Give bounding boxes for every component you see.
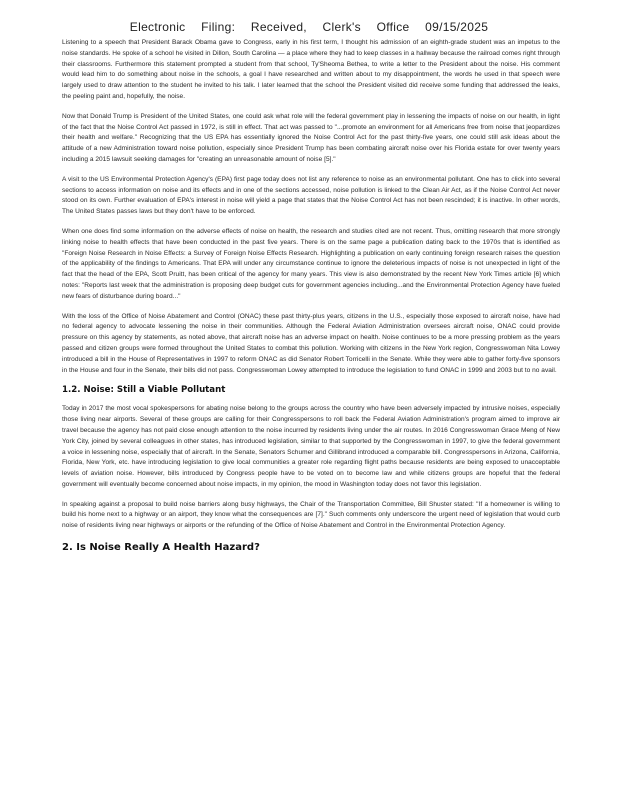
paragraph-epa-website: A visit to the US Environmental Protection Agency's (EPA) first page today does not list any reference to noise as an environmental pollutant. One has to click into several sections to access information on noise and its effects and in one of the sections accessed, noise pollution is linked to the Clean Air Act, as if the Noise Control Act never stood on its own. Further evaluation of EPA's interest in noise will yield a page that states that the Noise Control Act has not been rescinded; it is inactive. In other words, The United States passes laws but they don't have to be enforced. bbox=[62, 175, 560, 216]
paragraph-onac-loss: With the loss of the Office of Noise Abatement and Control (ONAC) these past thirty-plus years, citizens in the U.S., especially those exposed to aircraft noise, have had no federal agency to advocate lessening the noise in their communities. Although the Federal Aviation Administration oversees aircraft noise, ONAC could provide pressure on this agency by statements, as noted above, that aircraft noise has an adverse impact on health. Noise continues to be a more pressing problem as the years passed and citizen groups were formed throughout the United States to combat this pollution. Working with citizens in the New York region, Congresswoman Nita Lowey introduced a bill in the House of Representatives in 1997 to reform ONAC as did Senator Robert Torricelli in the Senate. While they were able to gather forty-five sponsors in the House and four in the Senate, their bills did not pass. Congresswoman Lowey attempted to introduce the legislation to fund ONAC in 1999 and 2003 but to no avail. bbox=[62, 312, 560, 374]
filing-stamp-header: Electronic Filing: Received, Clerk's Office 09/15/2025 bbox=[129, 20, 489, 34]
paragraph-noise-barriers: In speaking against a proposal to build noise barriers along busy highways, the Chair of the Transportation Committee, Bill Shuster stated: "If a homeowner is willing to build his home next to a highway or an airport, they know what the consequences are [7]." Such comments only underscore the urgent need of legislation that would curb noise of residents living near highways or airports or the refunding of the Office of Noise Abatement and Control in the Environmental Protection Agency. bbox=[62, 500, 560, 530]
section-heading-viable-pollutant: 1.2. Noise: Still a Viable Pollutant bbox=[62, 385, 226, 396]
paragraph-health-research: When one does find some information on the adverse effects of noise on health, the research and studies cited are not recent. Thus, omitting research that more strongly linking noise to health effects that have been conducted in the past five years. There is on the same page a publication dating back to the 1970s that is identified as "Foreign Noise Research in Noise Effects: a Survey of Foreign Noise Effects Research. Highlighting a publication on early continuing foreign research raises the question of the applicability of the findings to Americans. That EPA will under any circumstance continue to ignore the deleterious impacts of noise is not unexpected in light of the fact that the head of the EPA, Scott Pruitt, has been critical of the agency for many years. This view is also demonstrated by the recent New York Times article [6] which notes: "Reports last week that the administration is proposing deep budget cuts for government agencies including...and the Environmental Protection Agency have fueled new fears of disturbance during board..." bbox=[62, 227, 560, 300]
paragraph-obama-speech: Listening to a speech that President Barack Obama gave to Congress, early in his first term, I thought his admission of an eighth-grade student was an impetus to the noise standards. He spoke of a school he visited in Dillon, South Carolina — a place where they had to keep classes in a hallway because the railroad comes right through their classrooms. Furthermore this statement prompted a student from that school, Ty'Sheoma Bethea, to write a letter to the President about the noise. His comment would lead him to do something about noise in the schools, a goal I have researched and written about to my disappointment, the words he used in that speech were largely used to draw attention to the student he invited to his talk. I later learned that the school the President visited did receive some funding that addressed the leaks, the peeling paint and, hopefully, the noise. bbox=[62, 39, 560, 100]
section-heading-health-hazard: 2. Is Noise Really A Health Hazard? bbox=[62, 542, 260, 554]
paragraph-citizen-groups: Today in 2017 the most vocal spokespersons for abating noise belong to the groups across the country who have been adversely impacted by intrusive noises, especially those living near airports. Several of these groups are calling for their Congresspersons to roll back the Federal Aviation Administration's program aimed to improve air travel because the agency has not paid close enough attention to the noise incurred by residents living under the air routes. In 2016 Congresswoman Grace Meng of New York City, joined by several colleagues in other states, has introduced legislation, similar to that supported by the Congresswoman in 1997, to give the federal government a voice in lessening noise, especially that of aircraft. In the Senate, Senators Schumer and Gillibrand introduced a comparable bill. Congresspersons in Arizona, California, Florida, New York, etc. have introducing legislation to give local communities a greater role regarding flight paths because residents are being exposed to unacceptable levels of aviation noise. However, bills introduced by Congress people have to be voted on to become law and while citizens groups are hopeful that the federal government will eventually become concerned about noise impacts, in my opinion, the mood in Washington today does not favor this legislation. bbox=[62, 405, 560, 488]
paragraph-trump-noise: Now that Donald Trump is President of the United States, one could ask what role will the federal government play in lessening the impacts of noise on our health, in light of the fact that the Noise Control Act passed in 1972, is still in effect. That act was passed to "...promote an environment for all Americans free from noise that jeopardizes their health and welfare." Recognizing that the US EPA has essentially ignored the Noise Control Act for the past thirty-five years, one could still ask ideas about the attitude of a new Administration toward noise pollution, especially since President Trump has been combating aircraft noise over his Florida estate for over twenty years including a 2015 lawsuit seeking damages for "creating an unreasonable amount of noise [5]." bbox=[62, 112, 560, 163]
document-body bbox=[62, 38, 560, 562]
